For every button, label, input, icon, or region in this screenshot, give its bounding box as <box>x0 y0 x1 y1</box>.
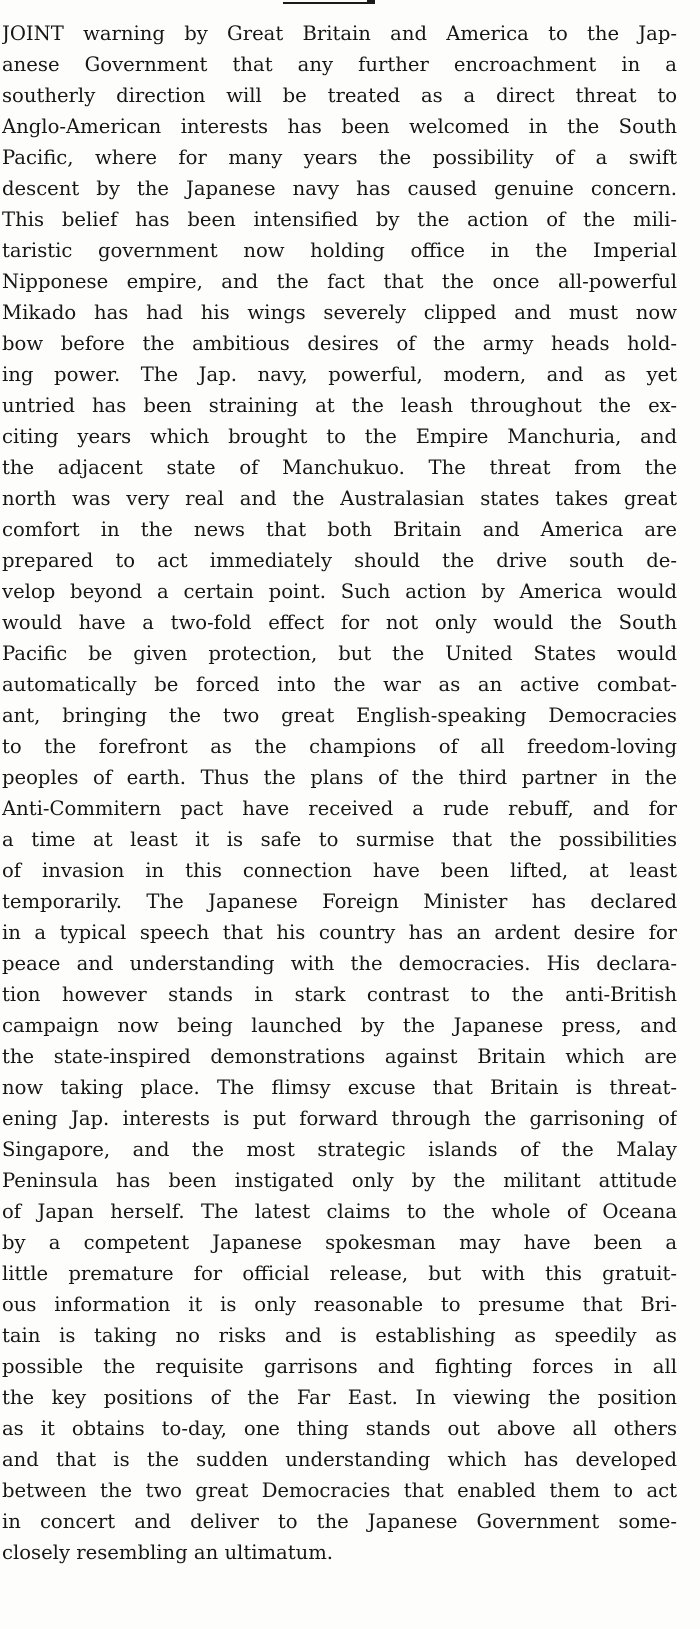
article-line: Mikado has had his wings severely clipped and must now <box>2 301 677 324</box>
top-divider-tick <box>367 0 375 4</box>
article-line: ing power. The Jap. navy, powerful, modern, and as yet <box>2 363 677 386</box>
article-line: Pacific be given protection, but the United States would <box>2 642 677 665</box>
article-line: untried has been straining at the leash throughout the ex- <box>2 394 677 417</box>
article-line: Anti-Commitern pact have received a rude rebuff, and for <box>2 797 677 820</box>
article-line: the key positions of the Far East. In viewing the position <box>2 1386 677 1409</box>
article-line: little premature for official release, but with this gratuit- <box>2 1262 677 1285</box>
article-line: the state-inspired demonstrations against Britain which are <box>2 1045 677 1068</box>
article-body <box>2 18 677 1568</box>
article-line: of invasion in this connection have been lifted, at least <box>2 859 677 882</box>
article-line: Anglo-American interests has been welcomed in the South <box>2 115 677 138</box>
top-divider-rule <box>283 2 375 4</box>
article-line: descent by the Japanese navy has caused genuine concern. <box>2 177 677 200</box>
article-line: southerly direction will be treated as a direct threat to <box>2 84 677 107</box>
article-line: would have a two-fold effect for not only would the South <box>2 611 677 634</box>
article-line: a time at least it is safe to surmise that the possibilities <box>2 828 677 851</box>
article-line: velop beyond a certain point. Such action by America would <box>2 580 677 603</box>
article-line: Peninsula has been instigated only by the militant attitude <box>2 1169 677 1192</box>
article-line: This belief has been intensified by the action of the mili- <box>2 208 677 231</box>
article-line: temporarily. The Japanese Foreign Minister has declared <box>2 890 677 913</box>
article-line: between the two great Democracies that enabled them to act <box>2 1479 677 1502</box>
article-line: to the forefront as the champions of all freedom-loving <box>2 735 677 758</box>
article-line: Pacific, where for many years the possibility of a swift <box>2 146 677 169</box>
article-line: ening Jap. interests is put forward through the garrisoning of <box>2 1107 677 1130</box>
article-line: possible the requisite garrisons and fighting forces in all <box>2 1355 677 1378</box>
article-line: in a typical speech that his country has an ardent desire for <box>2 921 677 944</box>
article-line: tion however stands in stark contrast to the anti-British <box>2 983 677 1006</box>
article-line: now taking place. The flimsy excuse that Britain is threat- <box>2 1076 677 1099</box>
article-line: ous information it is only reasonable to presume that Bri- <box>2 1293 677 1316</box>
article-line: campaign now being launched by the Japanese press, and <box>2 1014 677 1037</box>
article-line: bow before the ambitious desires of the army heads hold- <box>2 332 677 355</box>
article-line: north was very real and the Australasian states takes great <box>2 487 677 510</box>
article-line: peace and understanding with the democracies. His declara- <box>2 952 677 975</box>
article-line: as it obtains to-day, one thing stands out above all others <box>2 1417 677 1440</box>
article-line: JOINT warning by Great Britain and America to the Jap- <box>2 22 677 45</box>
article-line: taristic government now holding office in the Imperial <box>2 239 677 262</box>
article-line: anese Government that any further encroachment in a <box>2 53 677 76</box>
article-line: of Japan herself. The latest claims to the whole of Oceana <box>2 1200 677 1223</box>
article-line: and that is the sudden understanding which has developed <box>2 1448 677 1471</box>
article-line: Singapore, and the most strategic islands of the Malay <box>2 1138 677 1161</box>
article-line: automatically be forced into the war as an active combat- <box>2 673 677 696</box>
article-line: peoples of earth. Thus the plans of the third partner in the <box>2 766 677 789</box>
article-line: the adjacent state of Manchukuo. The threat from the <box>2 456 677 479</box>
article-line: in concert and deliver to the Japanese Government some- <box>2 1510 677 1533</box>
article-line: comfort in the news that both Britain and America are <box>2 518 677 541</box>
article-line: closely resembling an ultimatum. <box>2 1541 334 1564</box>
article-line: ant, bringing the two great English-speaking Democracies <box>2 704 677 727</box>
article-line: citing years which brought to the Empire Manchuria, and <box>2 425 677 448</box>
article-line: prepared to act immediately should the drive south de- <box>2 549 677 572</box>
article-line: tain is taking no risks and is establishing as speedily as <box>2 1324 677 1347</box>
article-line: by a competent Japanese spokesman may have been a <box>2 1231 677 1254</box>
article-line: Nipponese empire, and the fact that the once all-powerful <box>2 270 677 293</box>
